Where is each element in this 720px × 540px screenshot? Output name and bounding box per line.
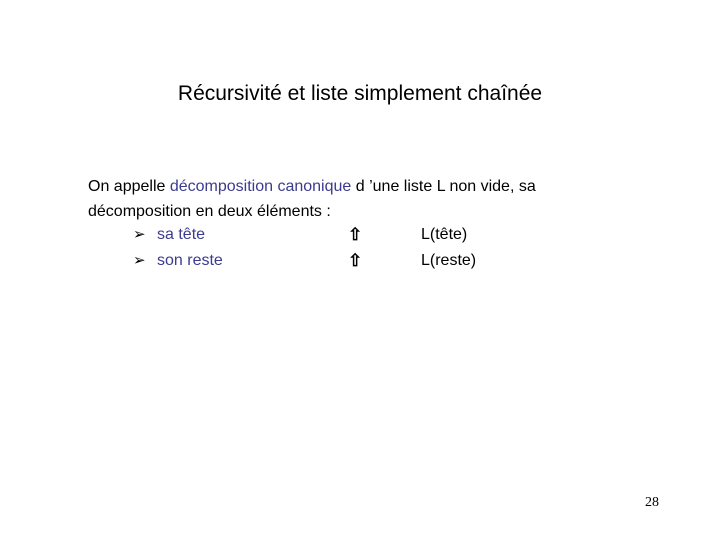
bullet-arrow-icon: ➢: [133, 252, 146, 269]
up-arrow-icon: ⇧: [348, 251, 363, 270]
intro-line-1: [88, 174, 536, 199]
page-number: 28: [645, 495, 659, 510]
notation-label: L(reste): [421, 252, 477, 269]
intro-line-2: décomposition en deux éléments :: [88, 203, 331, 220]
highlighted-term: décomposition canonique: [169, 178, 352, 195]
notation-label: L(tête): [421, 226, 468, 243]
bullet-term: son reste: [157, 252, 223, 269]
bullet-arrow-icon: ➢: [133, 226, 146, 243]
intro-before: On appelle: [88, 178, 170, 195]
slide-title: Récursivité et liste simplement chaînée: [177, 82, 543, 105]
bullet-item-rest: [0, 248, 560, 273]
definition-text: [88, 174, 536, 224]
up-arrow-icon: ⇧: [348, 225, 363, 244]
bullet-term: sa tête: [157, 226, 206, 243]
bullet-item-head: [0, 222, 560, 247]
intro-after: d ’une liste L non vide, sa: [351, 178, 536, 195]
